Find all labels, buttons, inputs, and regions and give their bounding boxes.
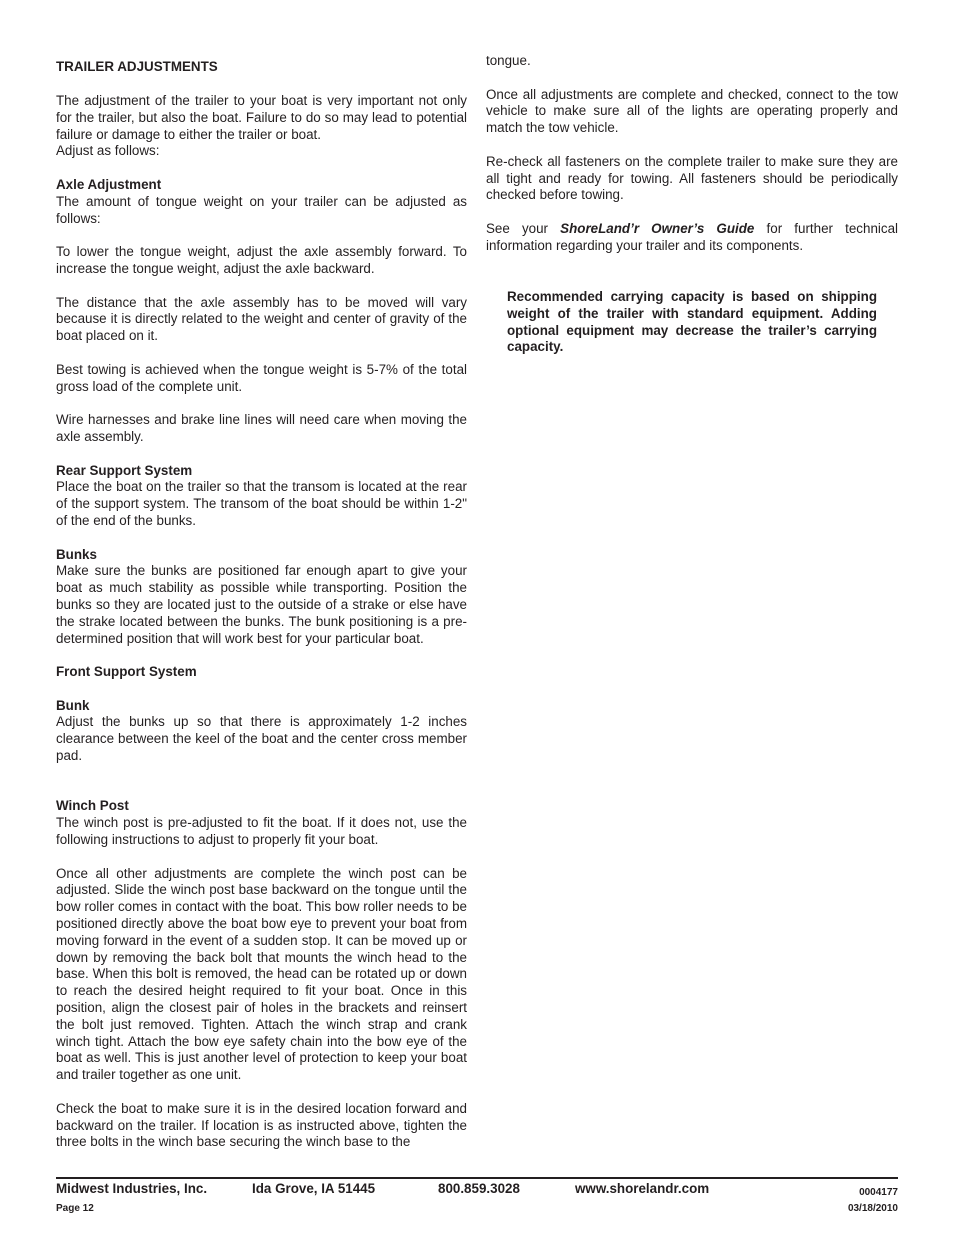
left-column [56,93,467,1151]
right-paragraph-1: Once all adjustments are complete and checked, connect to the tow vehicle to make sure all of the lights are operating properly and match the tow vehicle. [486,86,898,136]
winch-paragraph-3-start: Check the boat to make sure it is in the desired location forward and backward on the trailer. If location is as instructed above, tighten the three bolts in the winch base securing the winch base to the [56,1100,467,1150]
bunk-heading: Bunk [56,697,90,713]
footer-date: 03/18/2010 [847,1203,898,1214]
winch-post-heading: Winch Post [56,798,129,814]
footer-page-number: Page 12 [56,1203,94,1214]
winch-paragraph-1: The winch post is pre-adjusted to fit the boat. If it does not, use the following instructions to adjust to properly fit your boat. [56,815,467,848]
bunks-paragraph: Make sure the bunks are positioned far enough apart to give your boat as much stability as possible while transporting. Position the bunks so they are located just to the outside of a strake or else have the strake located between the bunks. The bunk positioning is a pre-determined position that will work best for your particular boat. [56,563,467,646]
intro-instruction: Adjust as follows: [56,143,160,159]
right-column [486,53,898,271]
axle-paragraph-1: The amount of tongue weight on your trailer can be adjusted as follows: [56,193,467,226]
right-paragraph-3 [486,221,898,255]
capacity-notice: Recommended carrying capacity is based on shipping weight of the trailer with standard equipment. Adding optional equipment may decrease the trailer’s carrying capacity. [507,289,877,355]
footer-website: www.shorelandr.com [575,1181,710,1196]
guide-suffix: for further technical information regarding your trailer and its components. [486,220,898,253]
axle-paragraph-3: The distance that the axle assembly has to be moved will vary because it is directly related to the weight and center of gravity of the boat placed on it. [56,294,467,344]
winch-paragraph-2: Once all other adjustments are complete the winch post can be adjusted. Slide the winch post base backward on the tongue until the bow roller comes in contact with the boat. This bow roller needs to be positioned directly above the boat bow eye to prevent your boat from moving forward in the event of a sudden stop. It can be moved up or down by removing the back bolt that mounts the winch head to the base. When this bolt is removed, the head can be rotated up or down to reach the desired height required to fit your boat. Once in this position, align the closest pair of holes in the brackets and reinsert the bolt just removed. Tighten. Attach the winch strap and crank winch tight. Attach the bow eye safety chain into the bow eye of the boat as well. This is just another level of protection to keep your boat and trailer together as one unit. [56,865,467,1083]
front-support-heading: Front Support System [56,664,197,680]
rear-support-heading: Rear Support System [56,462,193,478]
axle-paragraph-5: Wire harnesses and brake line lines will need care when moving the axle assembly. [56,412,467,444]
spacer [56,782,467,799]
bunk-paragraph: Adjust the bunks up so that there is approximately 1-2 inches clearance between the keel of the boat and the center cross member pad. [56,714,467,764]
footer-divider [56,1177,898,1179]
footer-company: Midwest Industries, Inc. [56,1181,208,1196]
rear-support-paragraph: Place the boat on the trailer so that the transom is located at the rear of the support system. The transom of the boat should be within 1-2" of the end of the bunks. [56,479,467,528]
axle-paragraph-2: To lower the tongue weight, adjust the axle assembly forward. To increase the tongue weight, adjust the axle backward. [56,244,467,276]
winch-paragraph-3-end: tongue. [486,53,531,68]
footer-phone: 800.859.3028 [438,1181,520,1196]
bunks-heading: Bunks [56,546,97,562]
axle-heading: Axle Adjustment [56,176,162,192]
right-paragraph-2: Re-check all fasteners on the complete trailer to make sure they are all tight and ready for towing. All fasteners should be periodically checked before towing. [486,153,898,203]
spacer [56,681,467,698]
axle-paragraph-4: Best towing is achieved when the tongue weight is 5-7% of the total gross load of the complete unit. [56,361,467,394]
intro-paragraph: The adjustment of the trailer to your boat is very important not only for the trailer, but also the boat. Failure to do so may lead to potential failure or damage to either the trailer or boat. [56,93,467,142]
footer-city: Ida Grove, IA 51445 [252,1181,376,1196]
guide-prefix: See your [486,220,561,236]
footer-document-number: 0004177 [859,1187,898,1198]
page-title: TRAILER ADJUSTMENTS [56,59,218,74]
owners-guide-title: ShoreLand’r Owner’s Guide [560,220,755,236]
